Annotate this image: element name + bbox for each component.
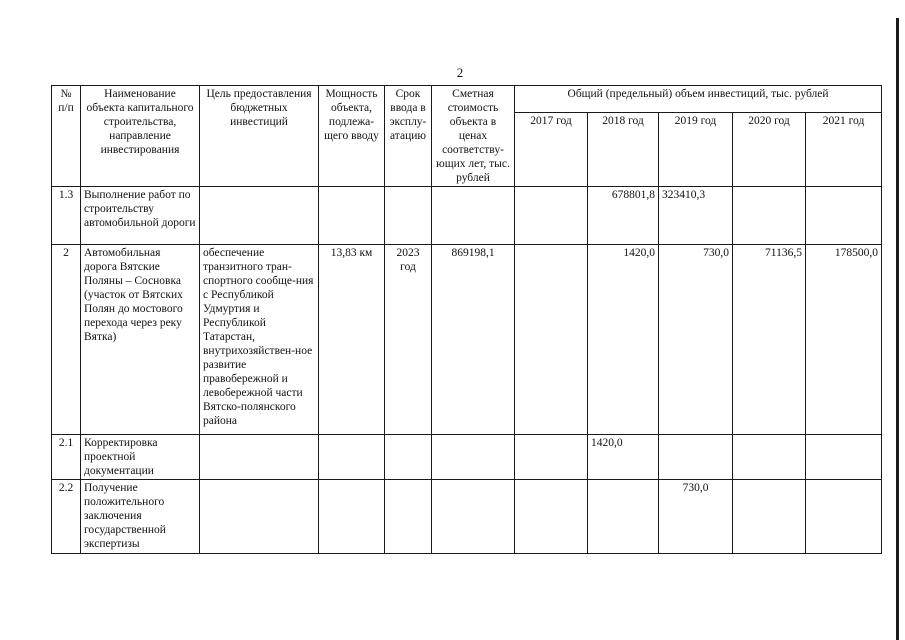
row-2017 <box>515 187 588 245</box>
row-2017 <box>515 245 588 435</box>
row-2019: 323410,3 <box>659 187 733 245</box>
scan-edge-line <box>896 18 899 640</box>
header-capacity: Мощность объекта, подлежа-щего вводу <box>319 86 385 187</box>
row-2018: 1420,0 <box>588 245 659 435</box>
row-2019: 730,0 <box>659 480 733 554</box>
row-capacity <box>319 435 385 480</box>
row-2020 <box>733 435 806 480</box>
row-2020: 71136,5 <box>733 245 806 435</box>
row-num: 2 <box>52 245 81 435</box>
row-2017 <box>515 435 588 480</box>
table-row <box>52 187 882 245</box>
header-name: Наименование объекта капитального строительства, направление инвестирования <box>81 86 200 187</box>
row-num: 1.3 <box>52 187 81 245</box>
row-name: Автомобильная дорога Вятские Поляны – Сосновка (участок от Вятских Полян до мостового перехода через реку Вятка) <box>81 245 200 435</box>
row-term: 2023 год <box>385 245 432 435</box>
row-capacity <box>319 480 385 554</box>
table-row <box>52 480 882 554</box>
header-cost: Сметная стоимость объекта в ценах соответству-ющих лет, тыс. рублей <box>432 86 515 187</box>
row-2021: 178500,0 <box>806 245 882 435</box>
table-row <box>52 245 882 435</box>
row-2021 <box>806 187 882 245</box>
row-2021 <box>806 435 882 480</box>
row-term <box>385 480 432 554</box>
page-number: 2 <box>456 65 464 80</box>
row-2017 <box>515 480 588 554</box>
row-2018 <box>588 480 659 554</box>
row-2018: 1420,0 <box>588 435 659 480</box>
header-year-2019: 2019 год <box>659 113 733 187</box>
row-term <box>385 435 432 480</box>
row-name: Получение положительного заключения государственной экспертизы <box>81 480 200 554</box>
row-2020 <box>733 480 806 554</box>
header-goal: Цель предоставления бюджетных инвестиций <box>200 86 319 187</box>
row-2021 <box>806 480 882 554</box>
row-cost: 869198,1 <box>432 245 515 435</box>
row-cost <box>432 435 515 480</box>
row-2020 <box>733 187 806 245</box>
row-cost <box>432 480 515 554</box>
header-term: Срок ввода в эксплу-атацию <box>385 86 432 187</box>
row-name: Корректировка проектной документации <box>81 435 200 480</box>
row-goal <box>200 187 319 245</box>
row-term <box>385 187 432 245</box>
row-goal <box>200 435 319 480</box>
row-name: Выполнение работ по строительству автомобильной дороги <box>81 187 200 245</box>
row-cost <box>432 187 515 245</box>
table-row <box>52 435 882 480</box>
row-goal: обеспечение транзитного тран-спортного сообще-ния с Республикой Удмуртия и Республикой Татарстан, внутрихозяйствен-ное развитие правобережной и левобережной части Вятско-полянского района <box>200 245 319 435</box>
row-2019: 730,0 <box>659 245 733 435</box>
header-year-2021: 2021 год <box>806 113 882 187</box>
row-2019 <box>659 435 733 480</box>
row-capacity <box>319 187 385 245</box>
investment-table <box>51 85 882 554</box>
header-year-2020: 2020 год <box>733 113 806 187</box>
row-num: 2.1 <box>52 435 81 480</box>
header-num: № п/п <box>52 86 81 187</box>
header-year-2018: 2018 год <box>588 113 659 187</box>
row-num: 2.2 <box>52 480 81 554</box>
header-year-2017: 2017 год <box>515 113 588 187</box>
row-capacity: 13,83 км <box>319 245 385 435</box>
header-total-investment: Общий (предельный) объем инвестиций, тыс. рублей <box>515 86 882 113</box>
row-goal <box>200 480 319 554</box>
row-2018: 678801,8 <box>588 187 659 245</box>
